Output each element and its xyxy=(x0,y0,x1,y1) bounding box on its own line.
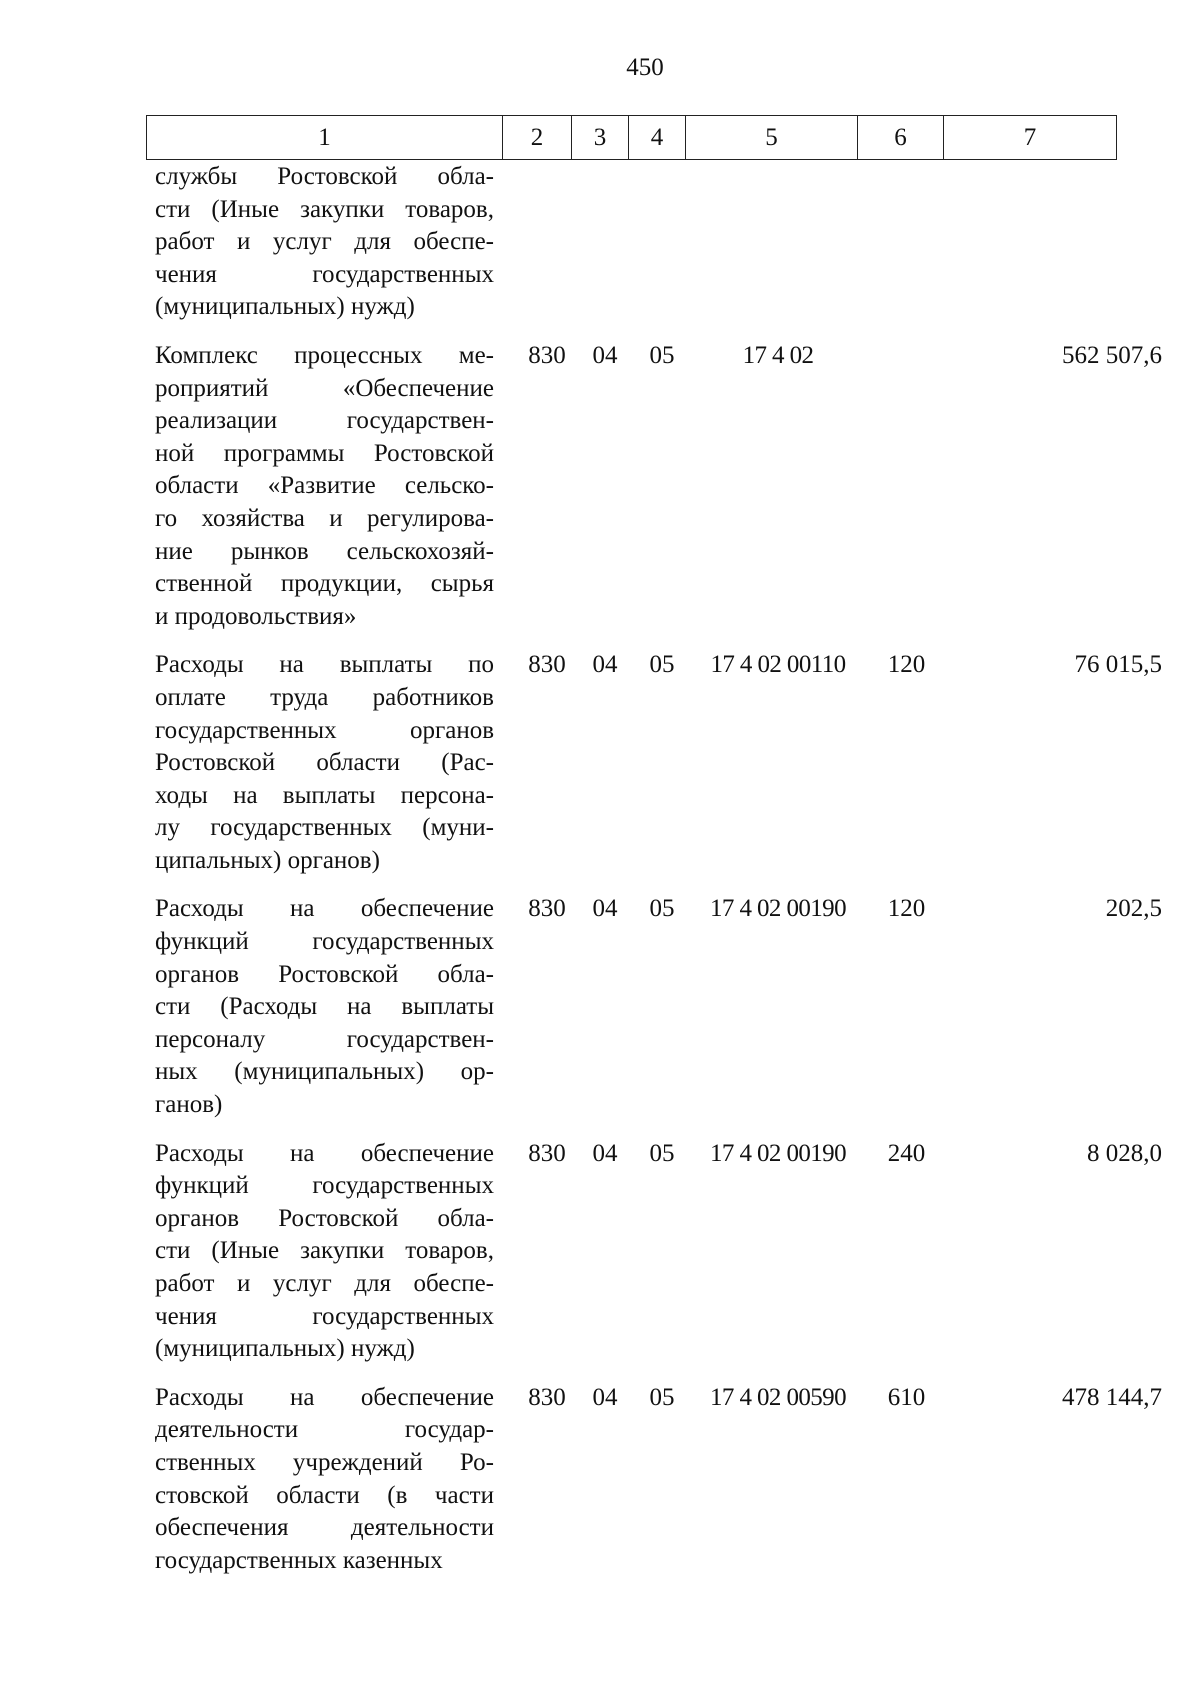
ministry-code: 830 xyxy=(528,895,566,923)
description-line: области «Развитие сельско- xyxy=(155,472,494,500)
section-code: 04 xyxy=(592,1383,618,1411)
description-line: чения государственных xyxy=(155,1302,494,1330)
description-line: обеспечения деятельности xyxy=(155,1514,494,1542)
section-code xyxy=(576,161,634,194)
subsection-code: 05 xyxy=(649,651,675,679)
description-line: роприятий «Обеспечение xyxy=(155,374,494,402)
description-line: органов Ростовской обла- xyxy=(155,1204,494,1232)
subsection-code: 05 xyxy=(649,1139,675,1167)
amount-value: 76 015,5 xyxy=(1074,651,1162,679)
description-line: ной программы Ростовской xyxy=(155,439,494,467)
description-line: Расходы на обеспечение xyxy=(155,1139,494,1167)
amount-value: 202,5 xyxy=(1105,895,1162,923)
column-header-1: 1 xyxy=(147,116,503,160)
description-line: ходы на выплаты персона- xyxy=(155,781,494,809)
table-row xyxy=(146,340,1172,633)
column-header-4: 4 xyxy=(629,116,686,160)
description-line: функций государственных xyxy=(155,928,494,956)
table-row xyxy=(146,1138,1172,1366)
column-header-3: 3 xyxy=(572,116,629,160)
table-body xyxy=(146,161,1172,1593)
description-line: оплате труда работников xyxy=(155,683,494,711)
row-description xyxy=(146,1138,494,1366)
description-line: персоналу государствен- xyxy=(155,1025,494,1053)
description-line: государственных казенных xyxy=(155,1546,443,1574)
section-code: 04 xyxy=(592,1139,618,1167)
expense-type-code: 120 xyxy=(887,895,926,923)
description-line: Расходы на выплаты по xyxy=(155,651,494,679)
amount-value xyxy=(949,161,1162,194)
column-header-2: 2 xyxy=(503,116,572,160)
target-article-code: 17 4 02 00190 xyxy=(710,1139,846,1167)
ministry-code: 830 xyxy=(528,651,566,679)
column-header-5: 5 xyxy=(686,116,858,160)
column-header-row xyxy=(147,116,1117,160)
description-line: стовской области (в части xyxy=(155,1481,494,1509)
target-article-code: 17 4 02 00190 xyxy=(710,895,846,923)
description-line: функций государственных xyxy=(155,1172,494,1200)
amount-value: 478 144,7 xyxy=(1062,1383,1162,1411)
expense-type-code xyxy=(863,161,950,194)
subsection-code: 05 xyxy=(649,1383,675,1411)
description-line: сти (Иные закупки товаров, xyxy=(155,1237,494,1265)
row-description xyxy=(146,1382,494,1578)
amount-value: 562 507,6 xyxy=(1062,341,1162,369)
description-line: органов Ростовской обла- xyxy=(155,960,494,988)
description-line: Расходы на обеспечение xyxy=(155,895,494,923)
description-line: ственных учреждений Ро- xyxy=(155,1448,494,1476)
row-description xyxy=(146,649,494,877)
description-line: и продовольствия» xyxy=(155,602,357,630)
description-line: реализации государствен- xyxy=(155,407,494,435)
description-line: Расходы на обеспечение xyxy=(155,1383,494,1411)
table-row xyxy=(146,161,1172,324)
ministry-code: 830 xyxy=(528,341,566,369)
description-line: ципальных) органов) xyxy=(155,846,380,874)
expense-type-code: 240 xyxy=(887,1139,926,1167)
description-line: ных (муниципальных) ор- xyxy=(155,1058,494,1086)
target-article-code: 17 4 02 00110 xyxy=(710,651,846,679)
subsection-code xyxy=(633,161,691,194)
row-description xyxy=(146,161,494,324)
description-line: государственных органов xyxy=(155,716,494,744)
expense-type-code: 120 xyxy=(887,651,926,679)
description-line: ственной продукции, сырья xyxy=(155,570,494,598)
ministry-code xyxy=(518,161,576,194)
description-line: (муниципальных) нужд) xyxy=(155,293,415,321)
target-article-code xyxy=(691,161,865,194)
description-line: деятельности государ- xyxy=(155,1416,494,1444)
section-code: 04 xyxy=(592,651,618,679)
table-row xyxy=(146,1382,1172,1578)
description-line: работ и услуг для обеспе- xyxy=(155,228,494,256)
description-line: лу государственных (муни- xyxy=(155,814,494,842)
description-line: Комплекс процессных ме- xyxy=(155,341,494,369)
description-line: го хозяйства и регулирова- xyxy=(155,504,494,532)
section-code: 04 xyxy=(592,341,618,369)
description-line: ганов) xyxy=(155,1091,223,1119)
row-description xyxy=(146,340,494,633)
description-line: чения государственных xyxy=(155,260,494,288)
table-row xyxy=(146,893,1172,1121)
column-header-7: 7 xyxy=(944,116,1117,160)
amount-value: 8 028,0 xyxy=(1087,1139,1162,1167)
description-line: сти (Иные закупки товаров, xyxy=(155,195,494,223)
column-header-6: 6 xyxy=(858,116,944,160)
row-description xyxy=(146,893,494,1121)
description-line: сти (Расходы на выплаты xyxy=(155,993,494,1021)
expense-type-code xyxy=(863,340,950,373)
page-number: 450 xyxy=(626,54,664,81)
subsection-code: 05 xyxy=(649,341,675,369)
description-line: (муниципальных) нужд) xyxy=(155,1335,415,1363)
description-line: Ростовской области (Рас- xyxy=(155,749,494,777)
target-article-code: 17 4 02 00590 xyxy=(710,1383,846,1411)
expense-type-code: 610 xyxy=(887,1383,926,1411)
ministry-code: 830 xyxy=(528,1139,566,1167)
table-row xyxy=(146,649,1172,877)
section-code: 04 xyxy=(592,895,618,923)
description-line: ние рынков сельскохозяй- xyxy=(155,537,494,565)
target-article-code: 17 4 02 xyxy=(742,341,814,369)
column-header-table xyxy=(146,115,1117,160)
description-line: службы Ростовской обла- xyxy=(155,163,494,190)
subsection-code: 05 xyxy=(649,895,675,923)
ministry-code: 830 xyxy=(528,1383,566,1411)
description-line: работ и услуг для обеспе- xyxy=(155,1270,494,1297)
